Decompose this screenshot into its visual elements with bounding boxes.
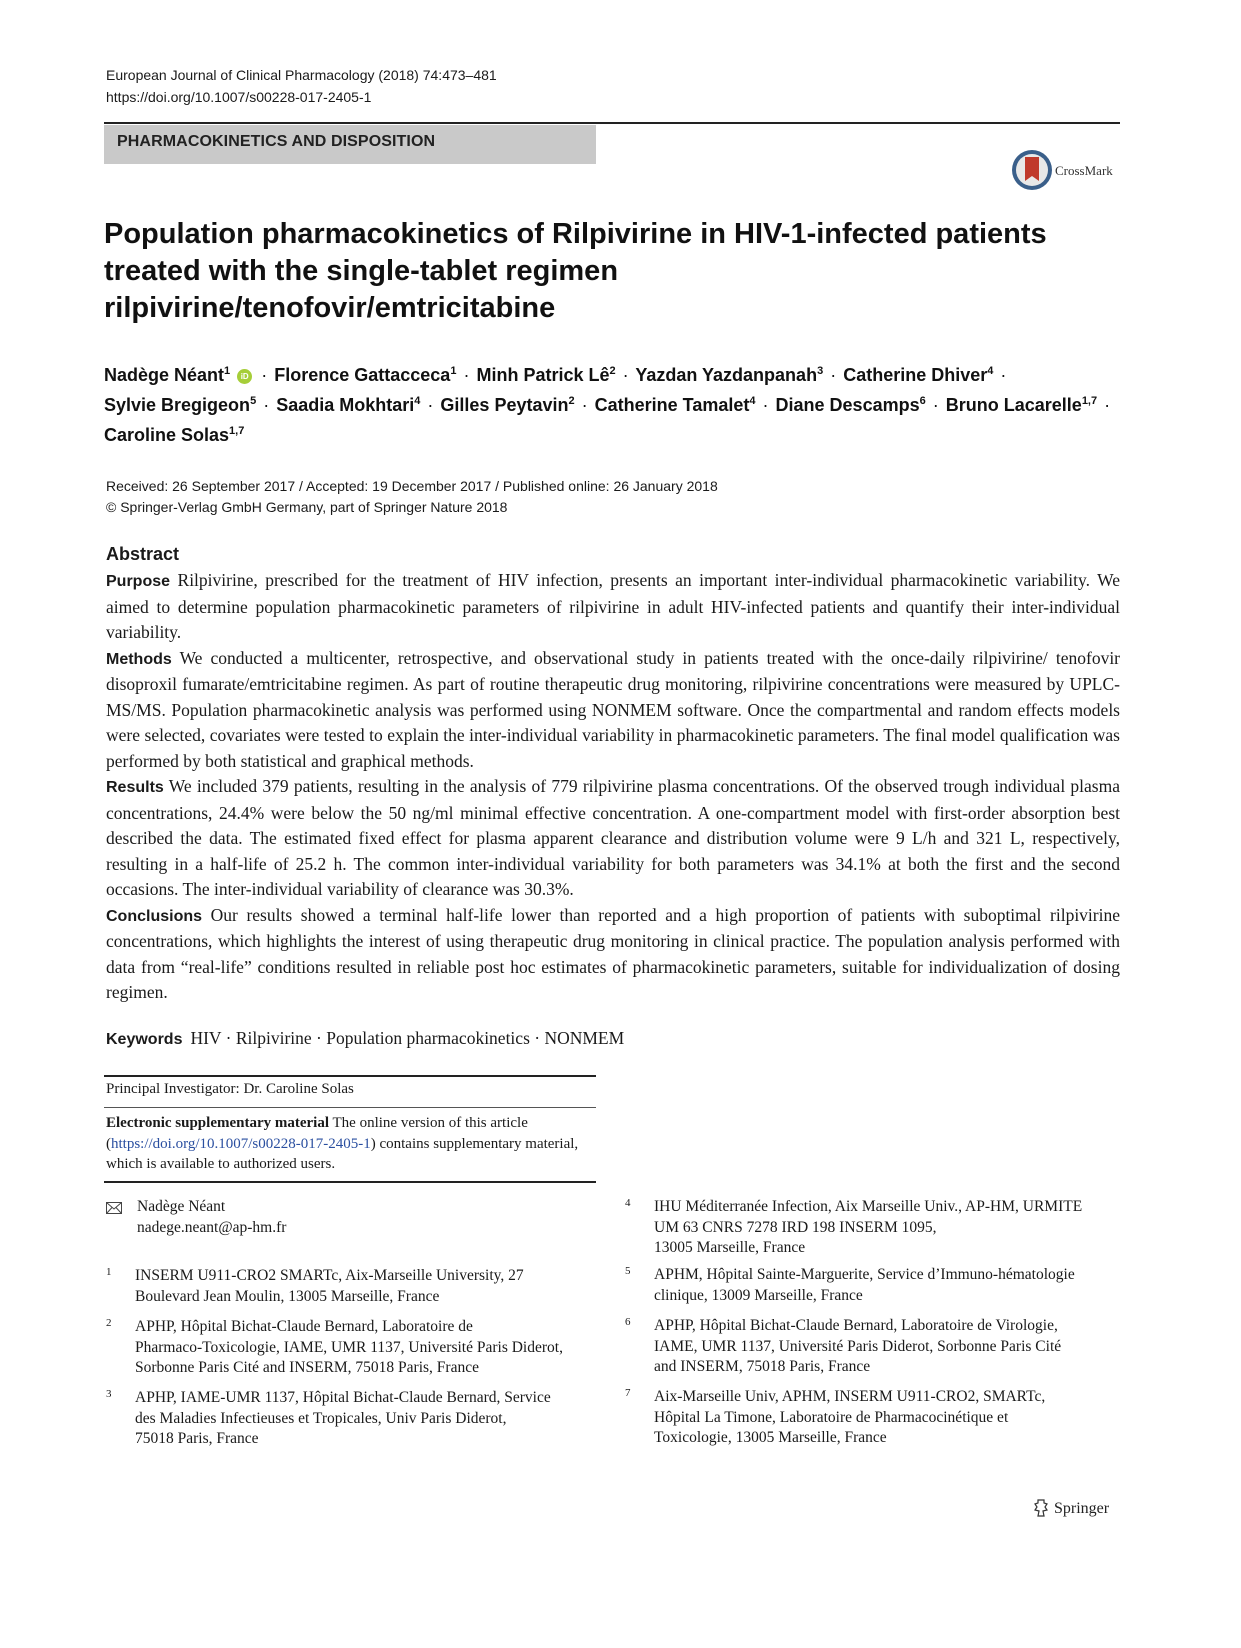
keywords bbox=[106, 1028, 624, 1049]
affiliation-4 bbox=[625, 1197, 1125, 1261]
author-affiliation: 2 bbox=[568, 395, 575, 407]
abstract-purpose bbox=[106, 568, 1120, 646]
author-list: Nadège Néant$^1$ iD · Florence Gattacceca$^1$ · Minh Patrick $Lê^2$ · Yazdan Yazdanpanah$^3$ · Catherine Dhiver$^4$ · Sylvie Bregigeon$^5$ · Saadia Mokhtari$^4$ · Gilles Peytavin$^2$ · Catherine Tamalet$^4$ · Diane Descamps$^6$ · Bruno Lacarelle$^{1,7}$ · Caroline Solas$^{1,7}$ bbox=[104, 365, 1111, 445]
author-affiliation: 1 bbox=[450, 365, 457, 377]
author-affiliation: 1 bbox=[224, 365, 231, 377]
title-line-3: rilpivirine/tenofovir/emtricitabine bbox=[104, 292, 556, 324]
author-name[interactable]: Catherine Dhiver bbox=[843, 365, 988, 385]
methods-text: We conducted a multicenter, retrospective, and observational study in patients treated with the once-daily rilpivirine/ tenofovir disoproxil fumarate/emtricitabine regimen. As part of routine therapeutic drug monitoring, rilpivirine concentrations were measured by UPLC-MS/MS. Population pharmacokinetic analysis was performed using NONMEM software. Once the compartmental and random effects models were selected, covariates were tested to explain the inter-individual variability in pharmacokinetic parameters. The final model qualification was performed by both statistical and graphical methods. bbox=[106, 647, 1121, 771]
article-title bbox=[104, 216, 1104, 327]
author-name[interactable]: Diane Descamps bbox=[775, 395, 920, 415]
esm-open-paren: ( bbox=[106, 1135, 111, 1152]
esm-link[interactable]: https://doi.org/10.1007/s00228-017-2405-1 bbox=[111, 1135, 371, 1152]
footnote-top-rule bbox=[104, 1075, 596, 1077]
crossmark-label[interactable]: CrossMark bbox=[1055, 163, 1113, 178]
author-name[interactable]: Yazdan Yazdanpanah bbox=[635, 365, 818, 385]
author-affiliation: 3 bbox=[817, 365, 824, 377]
doi-line[interactable]: https://doi.org/10.1007/s00228-017-2405-1 bbox=[106, 89, 372, 105]
author-affiliation: 1,7 bbox=[1081, 395, 1098, 407]
journal-citation bbox=[106, 64, 497, 108]
abstract-conclusions bbox=[106, 903, 1120, 1006]
affiliation-line: Hôpital La Timone, Laboratoire de Pharmacocinétique et bbox=[654, 1408, 1009, 1426]
author-name[interactable]: Bruno Lacarelle bbox=[945, 395, 1082, 415]
affiliation-line: UM 63 CNRS 7278 IRD 198 INSERM 1095, bbox=[654, 1218, 937, 1236]
publisher-name: Springer bbox=[1054, 1500, 1110, 1517]
affiliation-line: Aix-Marseille Univ, APHM, INSERM U911-CRO2, SMARTc, bbox=[654, 1388, 1046, 1405]
results-label: Results bbox=[106, 779, 164, 796]
affiliation-number: 6 bbox=[625, 1316, 631, 1328]
author-affiliation: 5 bbox=[250, 395, 257, 407]
abstract-body bbox=[106, 568, 1120, 1006]
author-name[interactable]: Gilles Peytavin bbox=[440, 395, 569, 415]
affiliation-line: APHM, Hôpital Sainte-Marguerite, Service d’Immuno-hématologie bbox=[654, 1266, 1075, 1283]
affiliation-5 bbox=[625, 1265, 1125, 1309]
contact-email[interactable]: nadege.neant@ap-hm.fr bbox=[137, 1219, 287, 1236]
author-affiliation: 6 bbox=[919, 395, 926, 407]
affiliation-line: Boulevard Jean Moulin, 13005 Marseille, France bbox=[135, 1287, 440, 1305]
affiliation-line: des Maladies Infectieuses et Tropicales, Univ Paris Diderot, bbox=[135, 1409, 507, 1427]
section-label: PHARMACOKINETICS AND DISPOSITION bbox=[117, 133, 436, 150]
esm-label: Electronic supplementary material bbox=[106, 1115, 330, 1131]
affiliation-line: Pharmaco-Toxicologie, IAME, UMR 1137, Université Paris Diderot, bbox=[135, 1338, 563, 1356]
author-affiliation: 4 bbox=[749, 395, 756, 407]
esm-text-1: The online version of this article bbox=[332, 1115, 528, 1131]
copyright-line: © Springer-Verlag GmbH Germany, part of Springer Nature 2018 bbox=[106, 499, 508, 515]
keywords-text: HIV · Rilpivirine · Population pharmacokinetics · NONMEM bbox=[190, 1028, 625, 1048]
author-name[interactable]: Caroline Solas bbox=[104, 425, 230, 445]
footnote-mid-rule bbox=[104, 1107, 596, 1108]
affiliation-line: IHU Méditerranée Infection, Aix Marseille Univ., AP-HM, URMITE bbox=[654, 1198, 1083, 1215]
title-line-1: Population pharmacokinetics of Rilpivirine in HIV-1-infected patients bbox=[104, 218, 1047, 250]
contact-name: Nadège Néant bbox=[137, 1198, 226, 1215]
abstract-heading: Abstract bbox=[106, 544, 180, 564]
supplementary-note bbox=[106, 1113, 596, 1175]
affiliation-line: APHP, Hôpital Bichat-Claude Bernard, Laboratoire de bbox=[135, 1318, 473, 1335]
affiliation-line: INSERM U911-CRO2 SMARTc, Aix-Marseille University, 27 bbox=[135, 1267, 524, 1284]
purpose-label: Purpose bbox=[106, 573, 171, 590]
affiliation-number: 3 bbox=[106, 1388, 112, 1400]
orcid-icon[interactable]: iD bbox=[237, 369, 252, 384]
affiliation-2 bbox=[106, 1317, 586, 1381]
affiliation-1 bbox=[106, 1266, 586, 1310]
author-name[interactable]: Minh Patrick Lê bbox=[476, 365, 610, 385]
keywords-label: Keywords bbox=[106, 1031, 183, 1048]
affiliation-line: 75018 Paris, France bbox=[135, 1430, 259, 1447]
affiliation-7 bbox=[625, 1387, 1125, 1451]
author-name[interactable]: Nadège Néant bbox=[104, 365, 225, 385]
affiliation-line: APHP, Hôpital Bichat-Claude Bernard, Laboratoire de Virologie, bbox=[654, 1317, 1058, 1334]
author-name[interactable]: Florence Gattacceca bbox=[274, 365, 451, 385]
author-name[interactable]: Saadia Mokhtari bbox=[276, 395, 415, 415]
affiliation-number: 2 bbox=[106, 1317, 112, 1329]
results-text: We included 379 patients, resulting in the analysis of 779 rilpivirine plasma concentrations. Of the observed trough individual plasma concentrations, 24.4% were below the 50 ng/ml minimal effective concentration. A one-compartment model with first-order absorption best described the data. The estimated fixed effect for plasma apparent clearance and distribution volume were 9 L/h and 321 L, respectively, resulting in a half-life of 25.2 h. The common inter-individual variability for both parameters was 34.1% at both the first and the second occasions. The inter-individual variability of clearance was 30.3%. bbox=[106, 776, 1120, 899]
conclusions-label: Conclusions bbox=[106, 907, 203, 925]
springer-logo-icon bbox=[1032, 1498, 1050, 1518]
affiliation-line: APHP, IAME-UMR 1137, Hôpital Bichat-Claude Bernard, Service bbox=[135, 1389, 551, 1406]
methods-label: Methods bbox=[106, 650, 172, 668]
affiliation-3 bbox=[106, 1388, 586, 1452]
author-affiliation: 1,7 bbox=[229, 425, 245, 437]
author-name[interactable]: Sylvie Bregigeon bbox=[104, 395, 251, 415]
affiliation-line: 13005 Marseille, France bbox=[654, 1239, 806, 1256]
journal-name: European Journal of Clinical Pharmacology (2018) 74:473–481 bbox=[106, 67, 497, 83]
affiliation-line: clinique, 13009 Marseille, France bbox=[654, 1286, 863, 1304]
footnote-bottom-rule bbox=[104, 1181, 596, 1183]
principal-investigator: Principal Investigator: Dr. Caroline Solas bbox=[106, 1081, 354, 1097]
affiliation-number: 5 bbox=[625, 1265, 631, 1277]
title-line-2: treated with the single-tablet regimen bbox=[104, 255, 619, 287]
affiliation-line: IAME, UMR 1137, Université Paris Diderot, Sorbonne Paris Cité bbox=[654, 1337, 1062, 1355]
affiliation-line: Sorbonne Paris Cité and INSERM, 75018 Paris, France bbox=[135, 1359, 479, 1376]
abstract-results bbox=[106, 774, 1120, 903]
author-affiliation: 4 bbox=[987, 365, 994, 377]
affiliation-number: 7 bbox=[625, 1387, 631, 1399]
affiliation-6 bbox=[625, 1316, 1125, 1380]
affiliation-number: 4 bbox=[625, 1197, 631, 1209]
esm-text-2: ) contains supplementary material, which is available to authorized users. bbox=[106, 1135, 579, 1172]
affiliation-line: and INSERM, 75018 Paris, France bbox=[654, 1358, 871, 1375]
purpose-text: Rilpivirine, prescribed for the treatment of HIV infection, presents an important inter-individual pharmacokinetic variability. We aimed to determine population pharmacokinetic parameters of rilpivirine in adult HIV-infected patients and quantify their inter-individual variability. bbox=[106, 570, 1120, 642]
publication-dates: Received: 26 September 2017 / Accepted: 19 December 2017 / Published online: 26 January 2018 bbox=[106, 478, 718, 494]
affiliation-line: Toxicologie, 13005 Marseille, France bbox=[654, 1429, 887, 1446]
header-rule bbox=[104, 122, 1120, 124]
author-name[interactable]: Catherine Tamalet bbox=[594, 395, 750, 415]
conclusions-text: Our results showed a terminal half-life lower than reported and a high proportion of patients with suboptimal rilpivirine concentrations, which highlights the interest of using therapeutic drug monitoring in clinical practice. The population analysis performed with data from “real-life” conditions resulted in reliable post hoc estimates of pharmacokinetic parameters, suitable for individualization of dosing regimen. bbox=[106, 904, 1120, 1002]
author-affiliation: 4 bbox=[414, 395, 421, 407]
envelope-icon bbox=[106, 1202, 122, 1214]
abstract-methods bbox=[106, 646, 1120, 775]
author-affiliation: 2 bbox=[609, 365, 616, 377]
affiliation-number: 1 bbox=[106, 1266, 112, 1278]
